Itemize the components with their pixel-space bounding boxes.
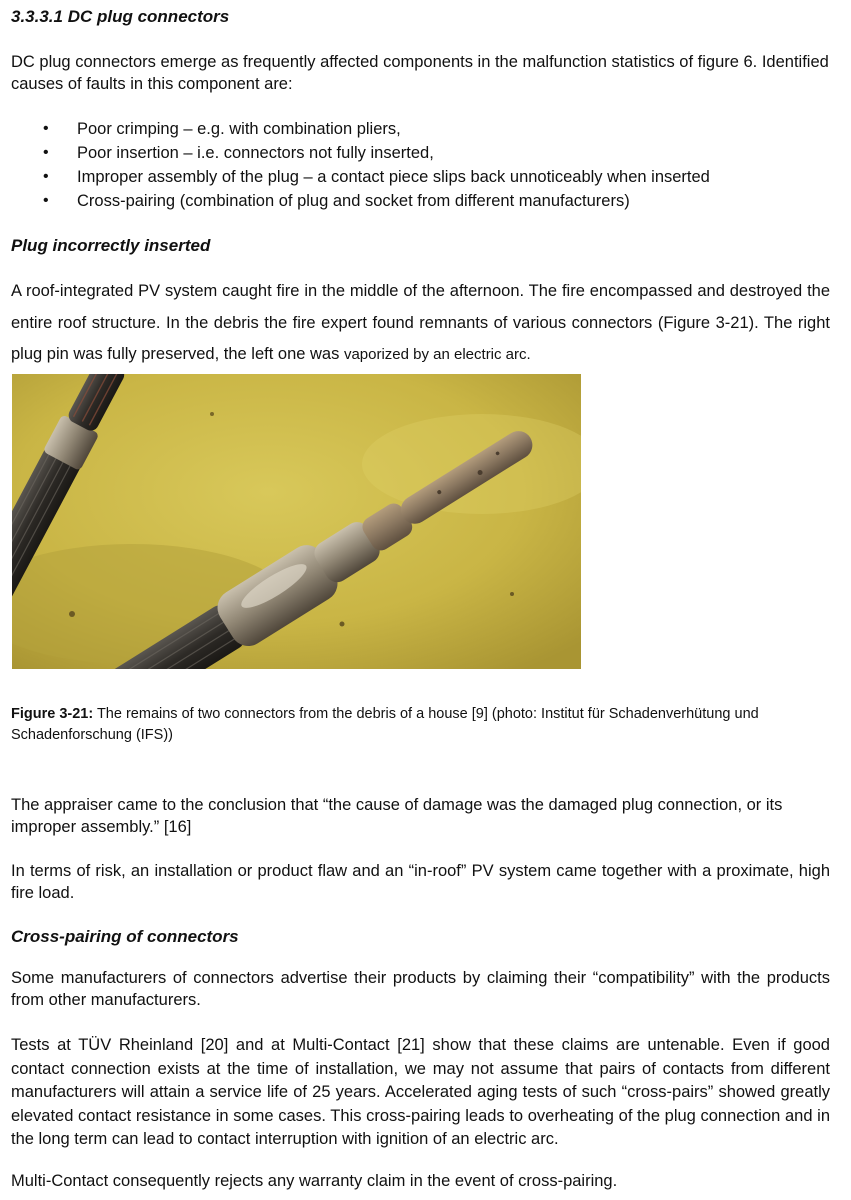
subheading-plug-incorrectly-inserted: Plug incorrectly inserted xyxy=(11,236,211,255)
compatibility-paragraph: Some manufacturers of connectors advertise their products by claiming their “compatibility” with the products from other manufacturers. xyxy=(11,969,830,1009)
tests-paragraph: Tests at TÜV Rheinland [20] and at Multi-Contact [21] show that these claims are untenable. Even if good contact connection exists at the time of installation, we may not assume that pairs of contacts from different manufacturers will attain a service life of 25 years. Accelerated aging tests of such “cross-pairs” showed greatly elevated contact resistance in some cases. This cross-pairing leads to overheating of the plug connection and in the long term can lead to contact interruption with ignition of an electric arc. xyxy=(11,1036,830,1148)
warranty-paragraph: Multi-Contact consequently rejects any warranty claim in the event of cross-pairing. xyxy=(11,1172,618,1190)
connector-debris-photo xyxy=(12,374,581,669)
figure-caption: Figure 3-21: The remains of two connectors from the debris of a house [9] (photo: Institut für Schadenverhütung und Schadenforschung (IFS)) xyxy=(11,705,759,743)
bullet-icon: • xyxy=(43,120,49,137)
list-item: • Poor insertion – i.e. connectors not fully inserted, xyxy=(11,141,830,165)
list-item: • Poor crimping – e.g. with combination pliers, xyxy=(11,117,830,141)
bullet-icon: • xyxy=(43,144,49,161)
list-item: • Cross-pairing (combination of plug and socket from different manufacturers) xyxy=(11,189,830,213)
bullet-icon: • xyxy=(43,192,49,209)
case-paragraph: A roof-integrated PV system caught fire in the middle of the afternoon. The fire encompassed and destroyed the entire roof structure. In the debris the fire expert found remnants of various connectors (Figure 3-21). The right plug pin was fully preserved, the left one was vaporized by an electric arc. xyxy=(11,282,830,363)
fault-cause-list xyxy=(11,117,830,213)
intro-paragraph: DC plug connectors emerge as frequently affected components in the malfunction statistics of figure 6. Identified causes of faults in this component are: xyxy=(11,53,829,93)
list-item: • Improper assembly of the plug – a contact piece slips back unnoticeably when inserted xyxy=(11,165,830,189)
figure-label: Figure 3-21: xyxy=(11,705,94,722)
section-heading: 3.3.3.1 DC plug connectors xyxy=(11,7,230,26)
subheading-cross-pairing: Cross-pairing of connectors xyxy=(11,927,239,946)
bullet-icon: • xyxy=(43,168,49,185)
risk-paragraph: In terms of risk, an installation or product flaw and an “in-roof” PV system came together with a proximate, high fire load. xyxy=(11,862,830,902)
appraiser-paragraph: The appraiser came to the conclusion that “the cause of damage was the damaged plug connection, or its improper assembly.” [16] xyxy=(11,796,783,836)
